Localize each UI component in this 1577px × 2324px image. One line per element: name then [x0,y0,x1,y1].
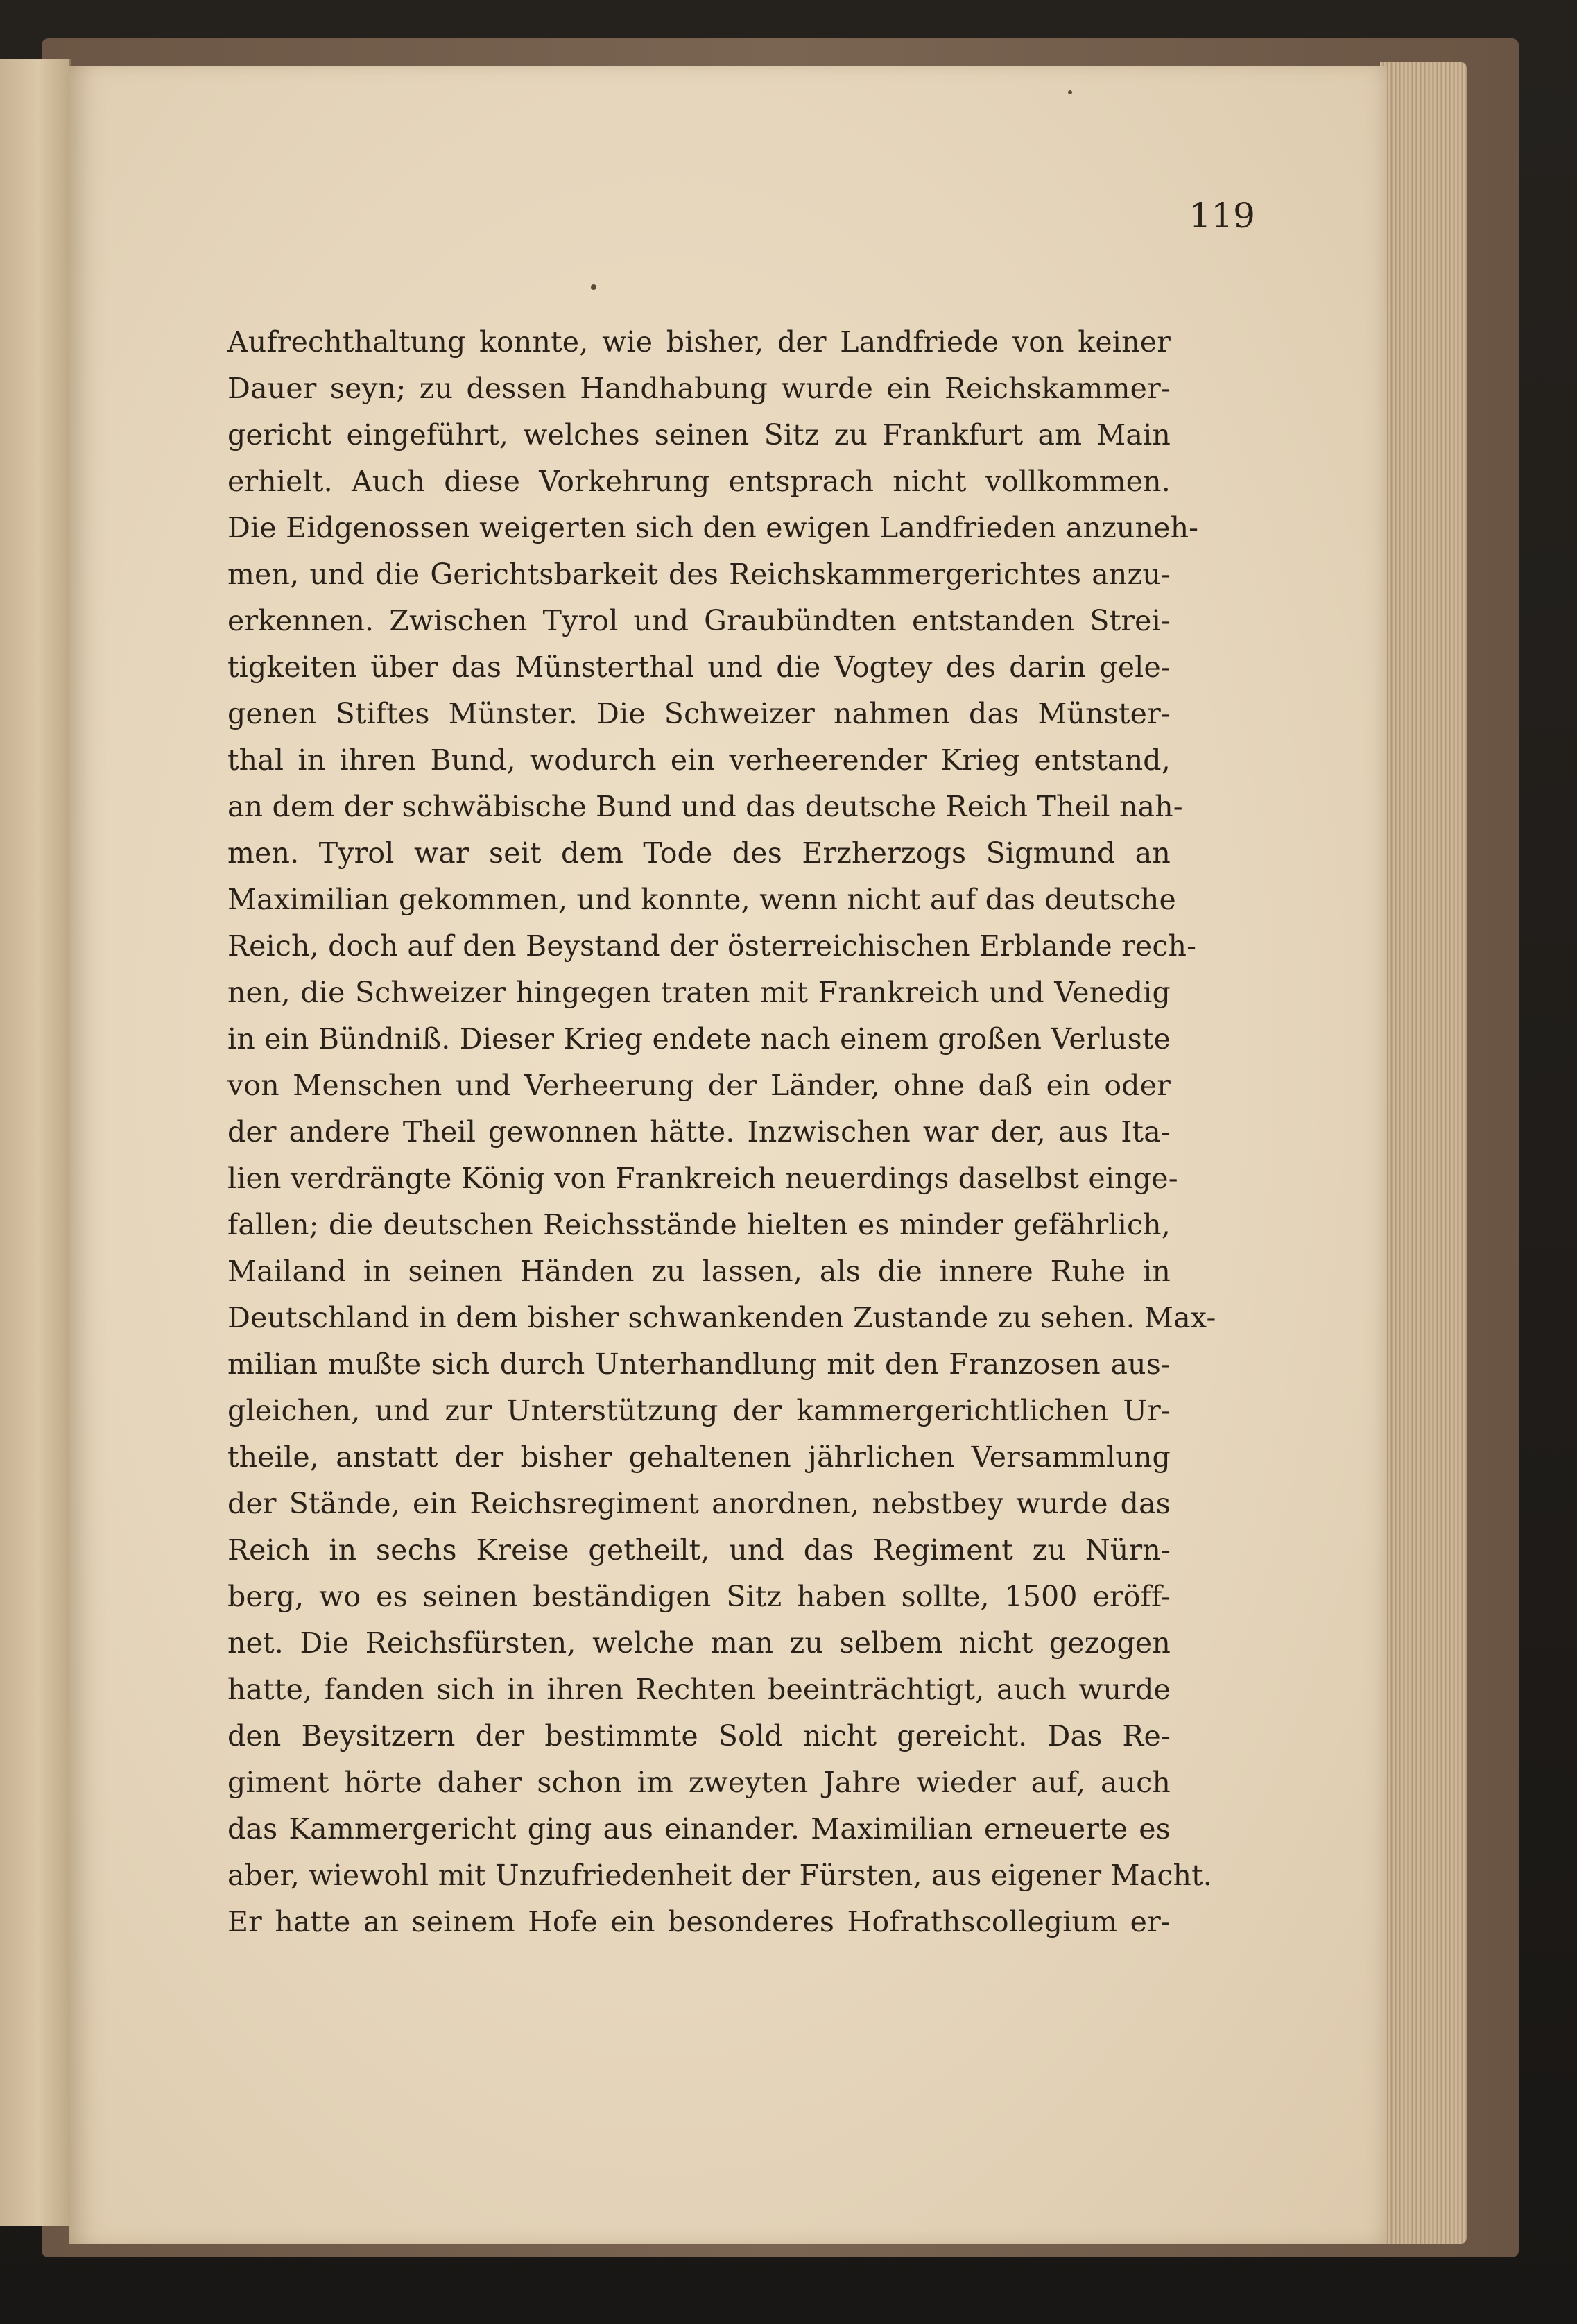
text-line: theile, anstatt der bisher gehaltenen jährlichen Versammlung [227,1440,1171,1474]
print-speck [591,284,596,290]
text-line: das Kammergericht ging aus einander. Maximilian erneuerte es [227,1812,1171,1845]
text-line: gleichen, und zur Unterstützung der kammergerichtlichen Ur- [227,1394,1171,1427]
text-line: Die Eidgenossen weigerten sich den ewigen Landfrieden anzuneh- [227,511,1199,544]
text-line: Maximilian gekommen, und konnte, wenn nicht auf das deutsche [227,883,1177,916]
text-line: der andere Theil gewonnen hätte. Inzwischen war der, aus Ita- [227,1115,1171,1148]
text-line: net. Die Reichsfürsten, welche man zu selbem nicht gezogen [227,1626,1171,1660]
text-line: von Menschen und Verheerung der Länder, ohne daß ein oder [227,1069,1171,1102]
text-line: giment hörte daher schon im zweyten Jahre wieder auf, auch [227,1766,1171,1799]
text-line: Aufrechthaltung konnte, wie bisher, der Landfriede von keiner [227,325,1171,359]
text-line: Mailand in seinen Händen zu lassen, als die innere Ruhe in [227,1255,1171,1288]
text-line: erkennen. Zwischen Tyrol und Graubündten entstanden Strei- [227,604,1171,637]
text-line: den Beysitzern der bestimmte Sold nicht gereicht. Das Re- [227,1719,1171,1753]
text-line: gericht eingeführt, welches seinen Sitz zu Frankfurt am Main [227,418,1171,451]
text-line: men. Tyrol war seit dem Tode des Erzherzogs Sigmund an [227,836,1171,870]
text-line: hatte, fanden sich in ihren Rechten beeinträchtigt, auch wurde [227,1673,1171,1706]
print-speck [1068,90,1072,94]
text-line: lien verdrängte König von Frankreich neuerdings daselbst einge- [227,1162,1178,1195]
text-line: men, und die Gerichtsbarkeit des Reichskammergerichtes anzu- [227,558,1171,591]
text-line: fallen; die deutschen Reichsstände hielten es minder gefährlich, [227,1208,1171,1241]
text-line: Er hatte an seinem Hofe ein besonderes Hofrathscollegium er- [227,1905,1171,1938]
text-line: an dem der schwäbische Bund und das deutsche Reich Theil nah- [227,790,1183,823]
text-line: Reich in sechs Kreise getheilt, und das Regiment zu Nürn- [227,1533,1171,1567]
text-line: Deutschland in dem bisher schwankenden Zustande zu sehen. Max- [227,1301,1216,1334]
text-line: Dauer seyn; zu dessen Handhabung wurde ein Reichskammer- [227,372,1171,405]
left-page-edge [0,59,71,2226]
text-line: aber, wiewohl mit Unzufriedenheit der Fürsten, aus eigener Macht. [227,1859,1212,1892]
body-text [227,319,1216,1945]
text-line: Reich, doch auf den Beystand der österreichischen Erblande rech- [227,929,1197,963]
text-line: der Stände, ein Reichsregiment anordnen, nebstbey wurde das [227,1487,1171,1520]
text-line: tigkeiten über das Münsterthal und die Vogtey des darin gele- [227,651,1171,684]
page-number: 119 [1189,196,1255,236]
text-line: thal in ihren Bund, wodurch ein verheerender Krieg entstand, [227,743,1171,777]
text-line: nen, die Schweizer hingegen traten mit Frankreich und Venedig [227,976,1171,1009]
text-line: berg, wo es seinen beständigen Sitz haben sollte, 1500 eröff- [227,1580,1171,1613]
text-line: genen Stiftes Münster. Die Schweizer nahmen das Münster- [227,697,1171,730]
page-stack-edge [1380,62,1467,2244]
text-line: milian mußte sich durch Unterhandlung mit den Franzosen aus- [227,1348,1171,1381]
text-line: erhielt. Auch diese Vorkehrung entsprach nicht vollkommen. [227,465,1171,498]
text-line: in ein Bündniß. Dieser Krieg endete nach einem großen Verluste [227,1022,1171,1056]
